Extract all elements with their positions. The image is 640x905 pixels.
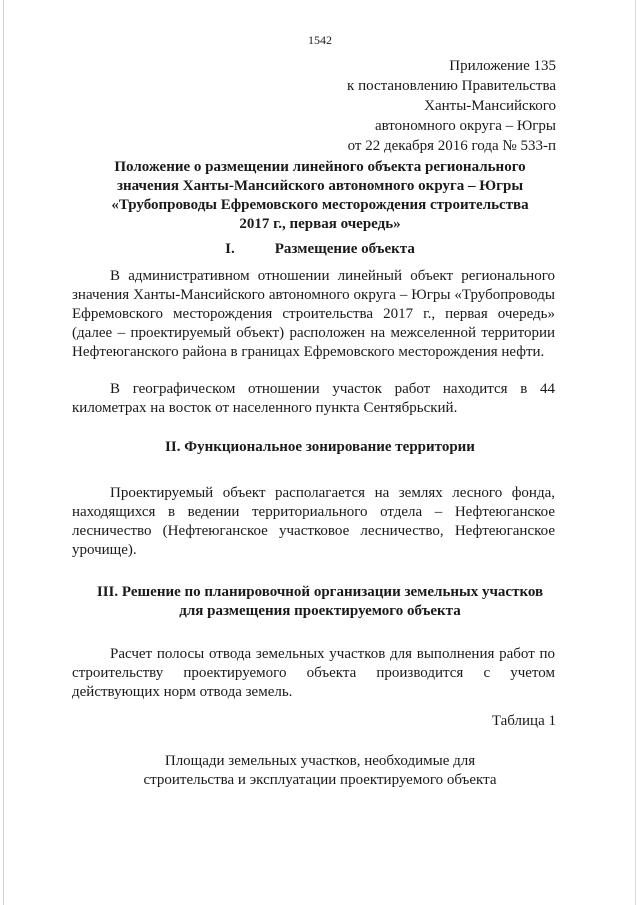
paragraph bbox=[72, 645, 555, 702]
appendix-line: автономного округа – Югры bbox=[374, 118, 556, 134]
paragraph-text: В географическом отношении участок работ находится в 44 километрах на восток от населенного пункта Сентябрьский. bbox=[72, 381, 555, 416]
paragraph-text: Проектируемый объект располагается на землях лесного фонда, находящихся в ведении территориального отдела – Нефтеюганское лесничество (Нефтеюганское участковое лесничество, Нефтеюганское урочище). bbox=[72, 485, 555, 558]
caption-line: строительства и эксплуатации проектируемого объекта bbox=[143, 772, 497, 788]
title-line: 2017 г., первая очередь» bbox=[239, 216, 401, 232]
heading-line: III. Решение по планировочной организации земельных участков bbox=[96, 584, 544, 600]
title-line: «Трубопроводы Ефремовского месторождения строительства bbox=[111, 197, 529, 213]
appendix-line: Ханты-Мансийского bbox=[424, 98, 556, 114]
paragraph-text: Расчет полосы отвода земельных участков для выполнения работ по строительству проектируемого объекта производится с учетом действующих норм отвода земель. bbox=[72, 646, 555, 700]
paragraph-text: В административном отношении линейный объект регионального значения Ханты-Мансийского автономного округа – Югры «Трубопроводы Ефремовского месторождения строительства 2017 г., первая очередь» (далее – проектируемый объект) расположен на межселенной территории Нефтеюганского района в границах Ефремовского месторождения нефти. bbox=[72, 268, 555, 360]
document-title bbox=[60, 158, 580, 234]
title-line: Положение о размещении линейного объекта регионального bbox=[114, 159, 526, 175]
appendix-block bbox=[347, 56, 556, 156]
appendix-line: к постановлению Правительства bbox=[347, 78, 556, 94]
appendix-line: Приложение 135 bbox=[449, 58, 556, 74]
paragraph bbox=[72, 267, 555, 362]
paragraph bbox=[72, 484, 555, 560]
page-number: 1542 bbox=[308, 33, 332, 47]
section-heading-2: II. Функциональное зонирование территории bbox=[165, 439, 475, 455]
heading-line: для размещения проектируемого объекта bbox=[179, 603, 461, 619]
scan-edge-left bbox=[3, 0, 4, 905]
scan-edge-right bbox=[635, 0, 636, 905]
table-caption bbox=[60, 752, 580, 790]
section-title: Размещение объекта bbox=[274, 241, 415, 257]
title-line: значения Ханты-Мансийского автономного округа – Югры bbox=[116, 178, 524, 194]
paragraph bbox=[72, 380, 555, 418]
appendix-line: от 22 декабря 2016 года № 533-п bbox=[347, 138, 556, 154]
table-label: Таблица 1 bbox=[491, 713, 556, 729]
section-heading-3 bbox=[60, 583, 580, 621]
section-heading-1 bbox=[60, 240, 580, 259]
section-number: I. bbox=[225, 241, 235, 257]
caption-line: Площади земельных участков, необходимые для bbox=[164, 753, 476, 769]
